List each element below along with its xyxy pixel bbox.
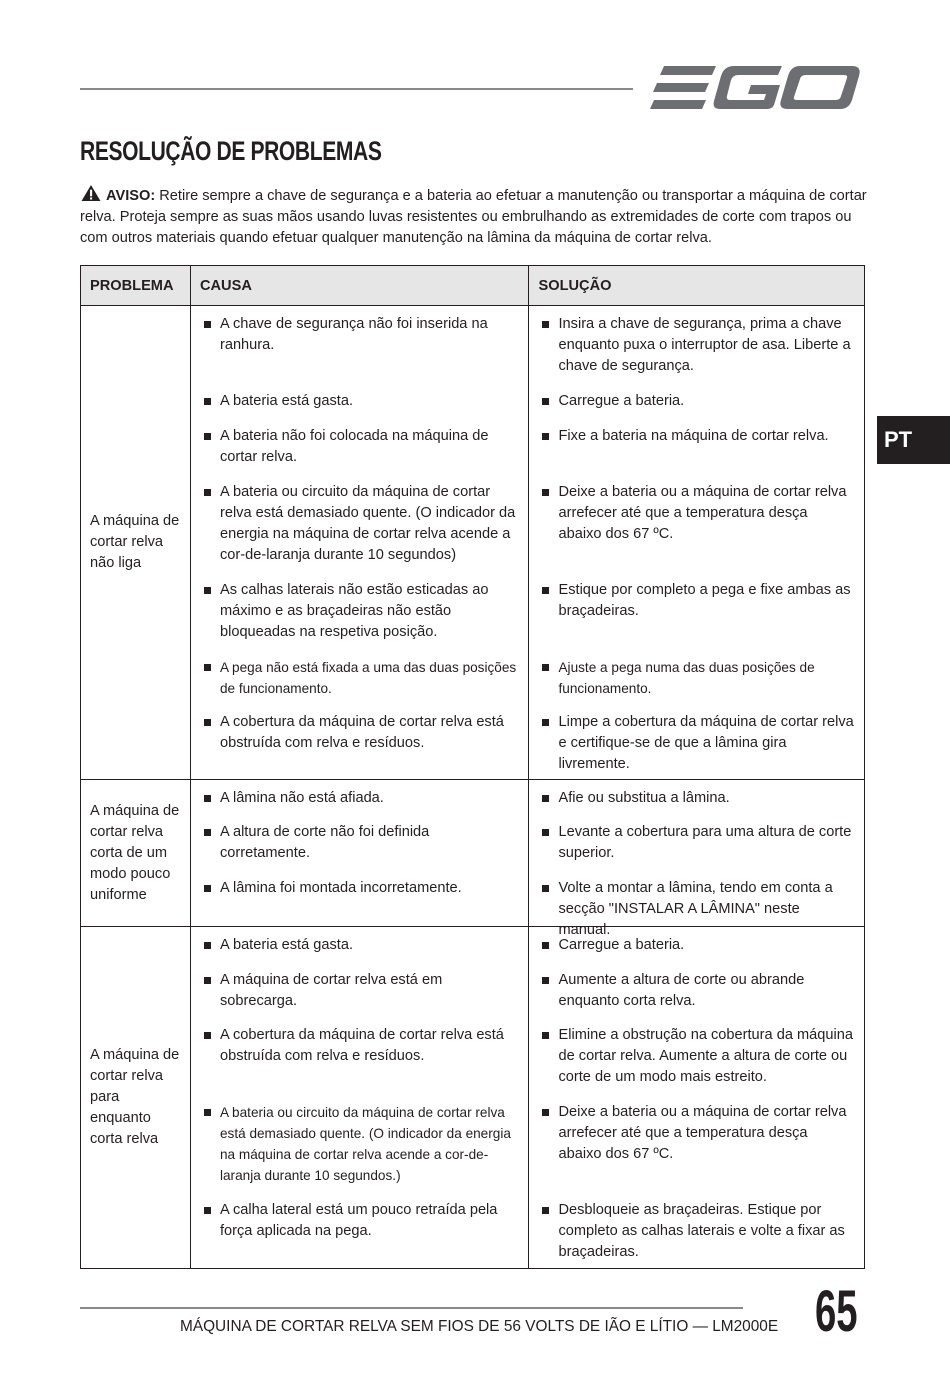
cause-item: A máquina de cortar relva está em sobrecarga. bbox=[201, 970, 519, 1025]
ego-logo bbox=[650, 64, 862, 112]
cause-item: A bateria está gasta. bbox=[201, 391, 519, 426]
solution-item: Estique por completo a pega e fixe ambas as braçadeiras. bbox=[539, 580, 854, 657]
solution-item: Fixe a bateria na máquina de cortar relva. bbox=[539, 426, 854, 482]
footer-rule bbox=[80, 1307, 743, 1309]
warning-paragraph bbox=[80, 184, 870, 249]
language-tab: PT bbox=[877, 416, 950, 464]
solution-cell bbox=[529, 927, 865, 1269]
cause-item: A lâmina não está afiada. bbox=[201, 788, 519, 822]
table-row bbox=[81, 927, 865, 1269]
solution-item: Limpe a cobertura da máquina de cortar relva e certifique-se de que a lâmina gira livremente. bbox=[539, 712, 854, 775]
solution-item: Afie ou substitua a lâmina. bbox=[539, 788, 854, 822]
cause-item: A lâmina foi montada incorretamente. bbox=[201, 878, 519, 922]
solution-item: Carregue a bateria. bbox=[539, 391, 854, 426]
header-problem: PROBLEMA bbox=[81, 266, 191, 306]
warning-label: AVISO: bbox=[106, 188, 156, 204]
footer-text: MÁQUINA DE CORTAR RELVA SEM FIOS DE 56 VOLTS DE IÃO E LÍTIO — LM2000E bbox=[180, 1318, 779, 1335]
table-row bbox=[81, 780, 865, 927]
table-row bbox=[81, 306, 865, 780]
solution-item: Elimine a obstrução na cobertura da máquina de cortar relva. Aumente a altura de corte ou corte de um modo mais estreito. bbox=[539, 1025, 854, 1102]
solution-item: Aumente a altura de corte ou abrande enquanto corta relva. bbox=[539, 970, 854, 1025]
problem-cell: A máquina de cortar relva não liga bbox=[81, 306, 191, 780]
header-rule bbox=[80, 88, 633, 90]
page-number: 65 bbox=[815, 1279, 858, 1344]
cause-item: A cobertura da máquina de cortar relva está obstruída com relva e resíduos. bbox=[201, 712, 519, 775]
solution-item: Volte a montar a lâmina, tendo em conta a secção "INSTALAR A LÂMINA" neste manual. bbox=[539, 878, 854, 922]
cause-cell bbox=[190, 780, 529, 927]
warning-triangle-icon bbox=[80, 184, 102, 202]
cause-item: A bateria ou circuito da máquina de cortar relva está demasiado quente. (O indicador da energia na máquina de cortar relva acende a cor-de-laranja durante 10 segundos.) bbox=[201, 1102, 519, 1200]
solution-cell bbox=[529, 306, 865, 780]
solution-item: Deixe a bateria ou a máquina de cortar relva arrefecer até que a temperatura desça abaixo dos 67 ºC. bbox=[539, 1102, 854, 1200]
cause-item: A bateria está gasta. bbox=[201, 935, 519, 970]
troubleshooting-table bbox=[80, 265, 865, 1269]
solution-cell bbox=[529, 780, 865, 938]
cause-item: A bateria ou circuito da máquina de cortar relva está demasiado quente. (O indicador da energia na máquina de cortar relva acende a cor-de-laranja durante 10 segundos) bbox=[201, 482, 519, 580]
header-solution: SOLUÇÃO bbox=[529, 266, 865, 306]
cause-item: A chave de segurança não foi inserida na ranhura. bbox=[201, 314, 519, 391]
problem-cell: A máquina de cortar relva para enquanto corta relva bbox=[81, 927, 191, 1269]
cause-item: A altura de corte não foi definida corretamente. bbox=[201, 822, 519, 878]
cause-cell bbox=[190, 306, 529, 780]
solution-item: Desbloqueie as braçadeiras. Estique por completo as calhas laterais e volte a fixar as braçadeiras. bbox=[539, 1200, 854, 1264]
cause-item: As calhas laterais não estão esticadas ao máximo e as braçadeiras não estão bloqueadas na respetiva posição. bbox=[201, 580, 519, 657]
cause-cell bbox=[190, 927, 529, 1269]
page-title: RESOLUÇÃO DE PROBLEMAS bbox=[80, 136, 382, 166]
table-header-row bbox=[81, 266, 865, 306]
problem-cell: A máquina de cortar relva corta de um modo pouco uniforme bbox=[81, 780, 191, 927]
solution-item: Deixe a bateria ou a máquina de cortar relva arrefecer até que a temperatura desça abaixo dos 67 ºC. bbox=[539, 482, 854, 580]
cause-item: A bateria não foi colocada na máquina de cortar relva. bbox=[201, 426, 519, 482]
cause-item: A pega não está fixada a uma das duas posições de funcionamento. bbox=[201, 657, 519, 712]
solution-item: Carregue a bateria. bbox=[539, 935, 854, 970]
cause-item: A calha lateral está um pouco retraída pela força aplicada na pega. bbox=[201, 1200, 519, 1264]
solution-item: Ajuste a pega numa das duas posições de funcionamento. bbox=[539, 657, 854, 712]
solution-item: Insira a chave de segurança, prima a chave enquanto puxa o interruptor de asa. Liberte a chave de segurança. bbox=[539, 314, 854, 391]
header-cause: CAUSA bbox=[190, 266, 529, 306]
warning-text: Retire sempre a chave de segurança e a bateria ao efetuar a manutenção ou transportar a máquina de cortar relva. Proteja sempre as suas mãos usando luvas resistentes ou embrulhando as extremidades de corte com trapos ou com outros materiais quando efetuar qualquer manutenção na lâmina da máquina de cortar relva. bbox=[80, 188, 867, 246]
solution-item: Levante a cobertura para uma altura de corte superior. bbox=[539, 822, 854, 878]
cause-item: A cobertura da máquina de cortar relva está obstruída com relva e resíduos. bbox=[201, 1025, 519, 1102]
